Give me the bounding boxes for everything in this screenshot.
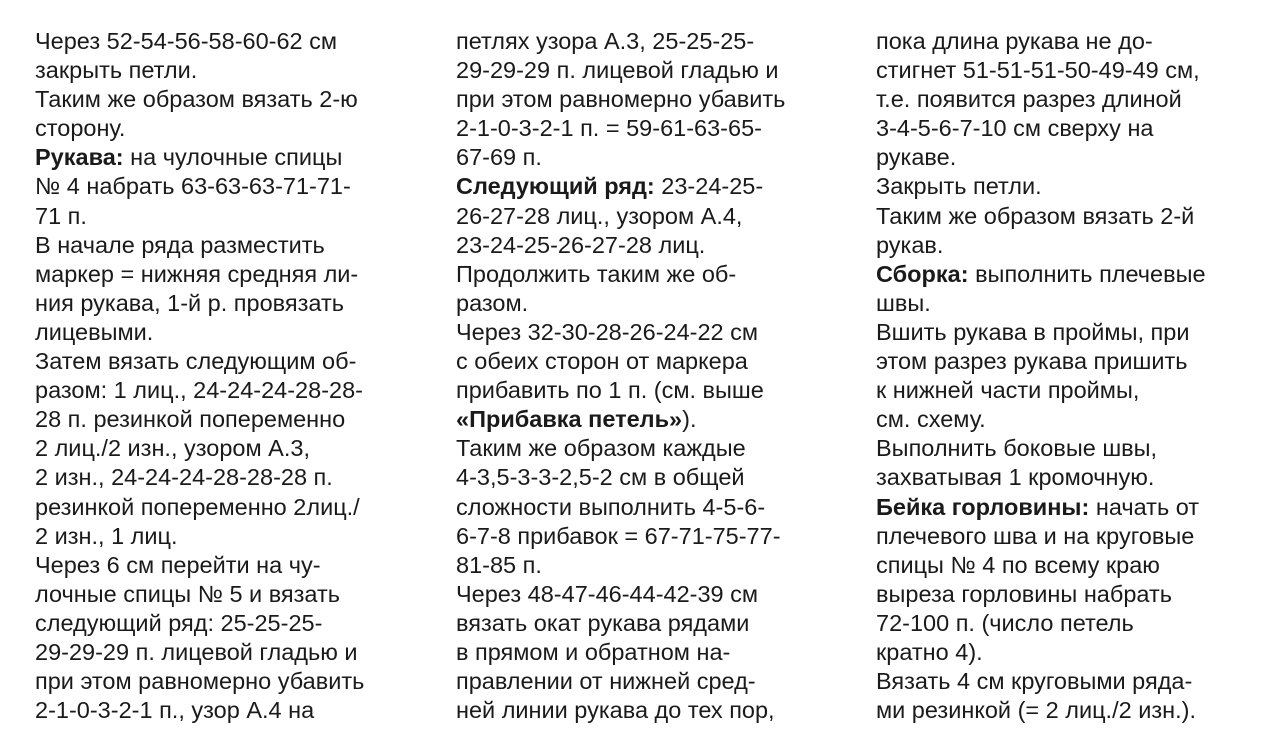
text-run: резинкой попеременно 2лиц./: [35, 493, 360, 520]
text-line: [35, 289, 364, 318]
text-run: Через 52-54-56-58-60-62 см: [35, 28, 338, 54]
text-line: [456, 667, 785, 696]
text-run: ).: [682, 406, 697, 433]
text-line: [876, 56, 1206, 85]
text-line: [876, 696, 1206, 725]
text-run: 23-24-25-26-27-28 лиц.: [456, 231, 706, 258]
text-line: [35, 85, 364, 114]
text-line: [35, 696, 364, 725]
text-column-1: [35, 27, 364, 725]
text-line: [456, 696, 785, 725]
text-line: [876, 405, 1206, 434]
text-line: [876, 609, 1206, 638]
text-line: [456, 347, 785, 376]
bold-heading: Рукава:: [35, 144, 124, 171]
text-line: [876, 172, 1206, 201]
text-run: 72-100 п. (число петель: [876, 609, 1134, 636]
text-run: № 4 набрать 63-63-63-71-71-: [35, 173, 351, 200]
text-run: 71 п.: [35, 202, 87, 229]
text-line: [876, 347, 1206, 376]
text-line: [456, 85, 785, 114]
text-run: кратно 4).: [876, 638, 983, 665]
text-run: разом: 1 лиц., 24-24-24-28-28-: [35, 377, 363, 404]
text-line: [456, 463, 785, 492]
text-line: [456, 551, 785, 580]
text-line: [876, 114, 1206, 143]
text-line: [456, 493, 785, 522]
text-line: [876, 580, 1206, 609]
text-run: Вязать 4 см круговыми ряда-: [876, 668, 1193, 695]
text-line: [456, 27, 785, 56]
bold-heading: Следующий ряд:: [456, 173, 655, 200]
text-run: с обеих сторон от маркера: [456, 348, 748, 375]
text-run: ней линии рукава до тех пор,: [456, 697, 775, 724]
text-run: плечевого шва и на круговые: [876, 522, 1195, 549]
text-line: [35, 347, 364, 376]
text-line: [876, 260, 1206, 289]
text-run: 3-4-5-6-7-10 см сверху на: [876, 115, 1154, 142]
text-line: [35, 522, 364, 551]
text-run: 4-3,5-3-3-2,5-2 см в общей: [456, 464, 745, 491]
text-run: В начале ряда разместить: [35, 231, 325, 258]
text-run: Вшить рукава в проймы, при: [876, 318, 1190, 345]
text-run: 29-29-29 п. лицевой гладью и: [35, 638, 358, 665]
text-run: вязать окат рукава рядами: [456, 609, 750, 636]
text-line: [876, 289, 1206, 318]
text-run: пока длина рукава не до-: [876, 28, 1153, 54]
text-run: сложности выполнить 4-5-6-: [456, 493, 766, 520]
text-line: [456, 172, 785, 201]
text-line: [35, 667, 364, 696]
text-line: [35, 260, 364, 289]
text-line: [876, 522, 1206, 551]
text-run: маркер = нижняя средняя ли-: [35, 260, 359, 287]
text-line: [456, 580, 785, 609]
text-run: Затем вязать следующим об-: [35, 348, 357, 375]
text-run: рукаве.: [876, 144, 957, 171]
text-run: 26-27-28 лиц., узором А.4,: [456, 202, 743, 229]
text-run: ния рукава, 1-й р. провязать: [35, 289, 344, 316]
text-line: [456, 318, 785, 347]
text-line: [876, 376, 1206, 405]
text-line: [456, 231, 785, 260]
text-line: [876, 27, 1206, 56]
text-line: [35, 551, 364, 580]
text-run: 29-29-29 п. лицевой гладью и: [456, 57, 779, 84]
text-line: [456, 260, 785, 289]
text-line: [35, 580, 364, 609]
text-run: 2-1-0-3-2-1 п., узор А.4 на: [35, 697, 315, 724]
text-line: [35, 114, 364, 143]
text-run: Через 6 см перейти на чу-: [35, 551, 321, 578]
text-line: [35, 231, 364, 260]
text-line: [876, 143, 1206, 172]
text-line: [35, 493, 364, 522]
text-run: 28 п. резинкой попеременно: [35, 406, 346, 433]
text-run: 2-1-0-3-2-1 п. = 59-61-63-65-: [456, 115, 762, 142]
text-line: [876, 202, 1206, 231]
text-run: этом разрез рукава пришить: [876, 348, 1188, 375]
text-run: Таким же образом каждые: [456, 435, 746, 462]
text-line: [35, 638, 364, 667]
text-line: [35, 202, 364, 231]
text-run: в прямом и обратном на-: [456, 638, 731, 665]
text-line: [876, 493, 1206, 522]
text-run: спицы № 4 по всему краю: [876, 551, 1160, 578]
text-column-3: [876, 27, 1206, 725]
bold-heading: «Прибавка петель»: [456, 406, 683, 433]
text-line: [35, 434, 364, 463]
text-column-2: [456, 27, 785, 725]
text-run: стигнет 51-51-51-50-49-49 см,: [876, 57, 1200, 84]
text-run: разом.: [456, 289, 529, 316]
text-run: закрыть петли.: [35, 57, 198, 84]
text-line: [456, 405, 785, 434]
text-line: [35, 143, 364, 172]
text-run: прибавить по 1 п. (см. выше: [456, 377, 764, 404]
text-line: [876, 318, 1206, 347]
text-line: [456, 638, 785, 667]
text-line: [876, 434, 1206, 463]
text-line: [456, 56, 785, 85]
text-run: петлях узора А.3, 25-25-25-: [456, 28, 755, 54]
text-run: выреза горловины набрать: [876, 580, 1172, 607]
text-run: ми резинкой (= 2 лиц./2 изн.).: [876, 697, 1196, 724]
text-run: 2 изн., 24-24-24-28-28-28 п.: [35, 464, 333, 491]
text-line: [35, 463, 364, 492]
text-line: [456, 289, 785, 318]
text-run: лицевыми.: [35, 318, 154, 345]
text-line: [456, 609, 785, 638]
text-line: [35, 376, 364, 405]
text-run: сторону.: [35, 115, 126, 142]
text-line: [35, 609, 364, 638]
text-line: [35, 318, 364, 347]
text-run: Выполнить боковые швы,: [876, 435, 1158, 462]
text-run: Закрыть петли.: [876, 173, 1042, 200]
text-run: Таким же образом вязать 2-ю: [35, 86, 358, 113]
text-line: [456, 522, 785, 551]
text-line: [876, 638, 1206, 667]
text-run: Таким же образом вязать 2-й: [876, 202, 1195, 229]
text-line: [876, 231, 1206, 260]
text-line: [876, 463, 1206, 492]
bold-heading: Бейка горловины:: [876, 493, 1090, 520]
text-line: [876, 551, 1206, 580]
text-line: [35, 56, 364, 85]
text-line: [456, 143, 785, 172]
bold-heading: Сборка:: [876, 260, 969, 287]
text-run: выполнить плечевые: [968, 260, 1206, 287]
text-line: [35, 172, 364, 201]
text-run: см. схему.: [876, 406, 986, 433]
text-run: начать от: [1089, 493, 1200, 520]
text-line: [456, 434, 785, 463]
text-line: [456, 376, 785, 405]
text-run: при этом равномерно убавить: [456, 86, 786, 113]
text-run: лочные спицы № 5 и вязать: [35, 580, 340, 607]
text-run: Через 48-47-46-44-42-39 см: [456, 580, 759, 607]
text-run: т.е. появится разрез длиной: [876, 86, 1182, 113]
text-run: 2 лиц./2 изн., узором А.3,: [35, 435, 310, 462]
text-line: [456, 114, 785, 143]
text-run: 2 изн., 1 лиц.: [35, 522, 178, 549]
text-line: [35, 27, 364, 56]
text-line: [876, 85, 1206, 114]
text-line: [876, 667, 1206, 696]
text-run: 6-7-8 прибавок = 67-71-75-77-: [456, 522, 781, 549]
text-run: правлении от нижней сред-: [456, 668, 756, 695]
text-run: на чулочные спицы: [123, 144, 343, 171]
text-run: рукав.: [876, 231, 944, 258]
text-run: захватывая 1 кромочную.: [876, 464, 1155, 491]
text-run: к нижней части проймы,: [876, 377, 1140, 404]
text-run: Продолжить таким же об-: [456, 260, 737, 287]
text-run: 23-24-25-: [654, 173, 764, 200]
text-run: следующий ряд: 25-25-25-: [35, 609, 323, 636]
text-run: Через 32-30-28-26-24-22 см: [456, 318, 759, 345]
text-line: [456, 202, 785, 231]
text-run: при этом равномерно убавить: [35, 668, 365, 695]
text-run: 67-69 п.: [456, 144, 542, 171]
text-run: швы.: [876, 289, 931, 316]
text-run: 81-85 п.: [456, 551, 542, 578]
text-line: [35, 405, 364, 434]
